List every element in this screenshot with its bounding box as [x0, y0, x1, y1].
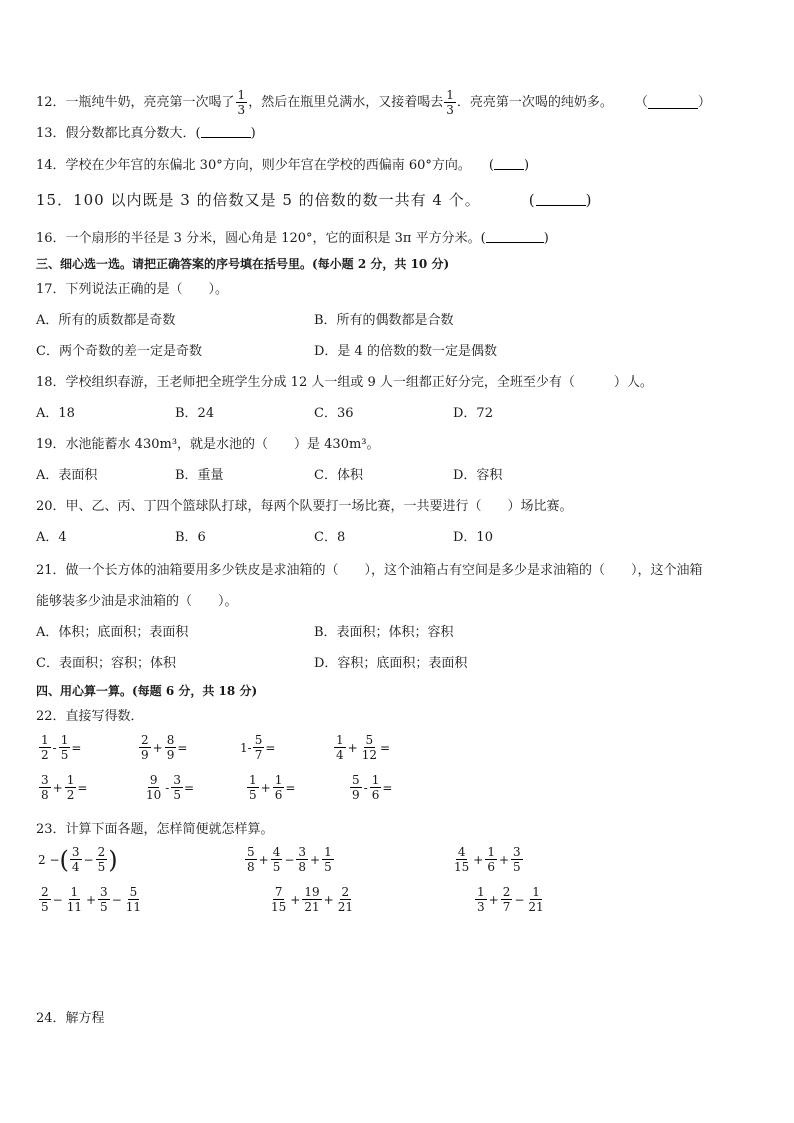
q15-answer-blank[interactable] — [536, 193, 586, 206]
q20-option-c[interactable]: C．8 — [314, 530, 346, 545]
q23-expression-6: $\frac{1}{3}$ + $\frac{2}{7}$ − $\frac{1}{21}$ — [477, 885, 544, 914]
q23-expression-2: $\frac{5}{8}$ + $\frac{4}{5}$ − $\frac{3}{8}$ + $\frac{1}{5}$ — [247, 845, 332, 874]
q22-item-2: $\frac{2}{9}$ + $\frac{8}{9}$ = — [141, 733, 188, 762]
q23-expression-1: 2 − ( $\frac{3}{4}$ − $\frac{2}{5}$ ) — [38, 845, 118, 874]
q17-option-c[interactable]: C．两个奇数的差一定是奇数 — [36, 344, 202, 359]
q19-option-d[interactable]: D．容积 — [453, 468, 503, 483]
q17-option-a[interactable]: A．所有的质数都是奇数 — [36, 313, 176, 328]
q21-option-b[interactable]: B．表面积；体积；容积 — [314, 625, 454, 640]
question-15: 15．100 以内既是 3 的倍数又是 5 的倍数的数一共有 4 个。 ( ) — [36, 191, 593, 209]
q22-item-6: $\frac{9}{10}$ - $\frac{3}{5}$ = — [146, 773, 195, 802]
section-4-heading: 四、用心算一算。(每题 6 分，共 18 分) — [36, 684, 258, 698]
q12-text-c: ．亮亮第一次喝的纯奶多。 — [456, 94, 613, 110]
question-17-stem: 17．下列说法正确的是（ ）。 — [36, 282, 229, 297]
q19-option-c[interactable]: C．体积 — [314, 468, 363, 483]
q23-expression-4: $\frac{2}{5}$ − $\frac{1}{11}$ + $\frac{3}{5}$ − $\frac{5}{11}$ — [41, 885, 142, 914]
q20-option-a[interactable]: A．4 — [36, 530, 67, 545]
question-20-stem: 20．甲、乙、丙、丁四个篮球队打球，每两个队要打一场比赛，一共要进行（ ）场比赛。 — [36, 499, 573, 514]
q19-option-a[interactable]: A．表面积 — [36, 468, 98, 483]
q18-option-d[interactable]: D．72 — [453, 406, 493, 421]
q23-expression-3: $\frac{4}{15}$ + $\frac{1}{6}$ + $\frac{3}{5}$ — [454, 845, 521, 874]
q12-text-b: ，然后在瓶里兑满水，又接着喝去 — [248, 94, 444, 110]
question-13: 13．假分数都比真分数大．( ) — [36, 126, 256, 141]
q19-option-b[interactable]: B．重量 — [175, 468, 224, 483]
q21-option-a[interactable]: A．体积；底面积；表面积 — [36, 625, 189, 640]
q16-answer-blank[interactable] — [486, 230, 544, 243]
question-22-stem: 22．直接写得数． — [36, 709, 144, 724]
question-21-stem-line2: 能够装多少油是求油箱的（ ）。 — [36, 594, 238, 609]
q22-item-5: $\frac{3}{8}$ + $\frac{1}{2}$ = — [41, 773, 88, 802]
q22-item-7: $\frac{1}{5}$ + $\frac{1}{6}$ = — [249, 773, 296, 802]
question-16: 16．一个扇形的半径是 3 分米，圆心角是 120°，它的面积是 3π 平方分米。( ) — [36, 231, 549, 246]
q22-item-4: $\frac{1}{4}$ + $\frac{5}{12}$ = — [336, 733, 391, 762]
q23-expression-5: $\frac{7}{15}$ + $\frac{19}{21}$ + $\frac{2}{21}$ — [271, 885, 353, 914]
question-21-stem-line1: 21．做一个长方体的油箱要用多少铁皮是求油箱的（ ），这个油箱占有空间是多少是求油箱的（ ），这个油箱 — [36, 563, 703, 578]
q18-option-b[interactable]: B．24 — [175, 406, 215, 421]
question-23-stem: 23．计算下面各题，怎样简便就怎样算。 — [36, 822, 274, 837]
q17-option-b[interactable]: B．所有的偶数都是合数 — [314, 313, 454, 328]
q12-fraction-1: $\frac{1}{3}$ — [237, 88, 246, 117]
q14-answer-blank[interactable] — [494, 157, 524, 170]
section-3-heading: 三、细心选一选。请把正确答案的序号填在括号里。(每小题 2 分，共 10 分) — [36, 257, 450, 271]
question-12: 12．一瓶纯牛奶，亮亮第一次喝了 $\frac{1}{3}$ ，然后在瓶里兑满水，又接着喝去 $\frac{1}{3}$ ．亮亮第一次喝的纯奶多。 （ ） — [36, 88, 711, 117]
q12-text-a: 12．一瓶纯牛奶，亮亮第一次喝了 — [36, 94, 235, 110]
question-18-stem: 18．学校组织春游，王老师把全班学生分成 12 人一组或 9 人一组都正好分完，全班至少有（ ）人。 — [36, 375, 653, 390]
q17-option-d[interactable]: D．是 4 的倍数的数一定是偶数 — [314, 344, 497, 359]
q13-answer-blank[interactable] — [201, 125, 251, 138]
q22-item-1: $\frac{1}{2}$ - $\frac{1}{5}$ = — [41, 733, 82, 762]
q21-option-c[interactable]: C．表面积；容积；体积 — [36, 656, 176, 671]
q12-answer-blank[interactable] — [648, 96, 698, 109]
q20-option-d[interactable]: D．10 — [453, 530, 493, 545]
q22-item-8: $\frac{5}{9}$ - $\frac{1}{6}$ = — [352, 773, 393, 802]
q18-option-c[interactable]: C．36 — [314, 406, 354, 421]
question-14: 14．学校在少年宫的东偏北 30°方向，则少年宫在学校的西偏南 60°方向。 ( ) — [36, 158, 530, 173]
q21-option-d[interactable]: D．容积；底面积；表面积 — [314, 656, 468, 671]
question-19-stem: 19．水池能蓄水 430m³，就是水池的（ ）是 430m³。 — [36, 437, 380, 452]
q12-fraction-2: $\frac{1}{3}$ — [446, 88, 454, 117]
q20-option-b[interactable]: B．6 — [175, 530, 206, 545]
question-24-stem: 24．解方程 — [36, 1011, 105, 1026]
q22-item-3: 1- $\frac{5}{7}$ = — [240, 733, 276, 762]
q18-option-a[interactable]: A．18 — [36, 406, 75, 421]
